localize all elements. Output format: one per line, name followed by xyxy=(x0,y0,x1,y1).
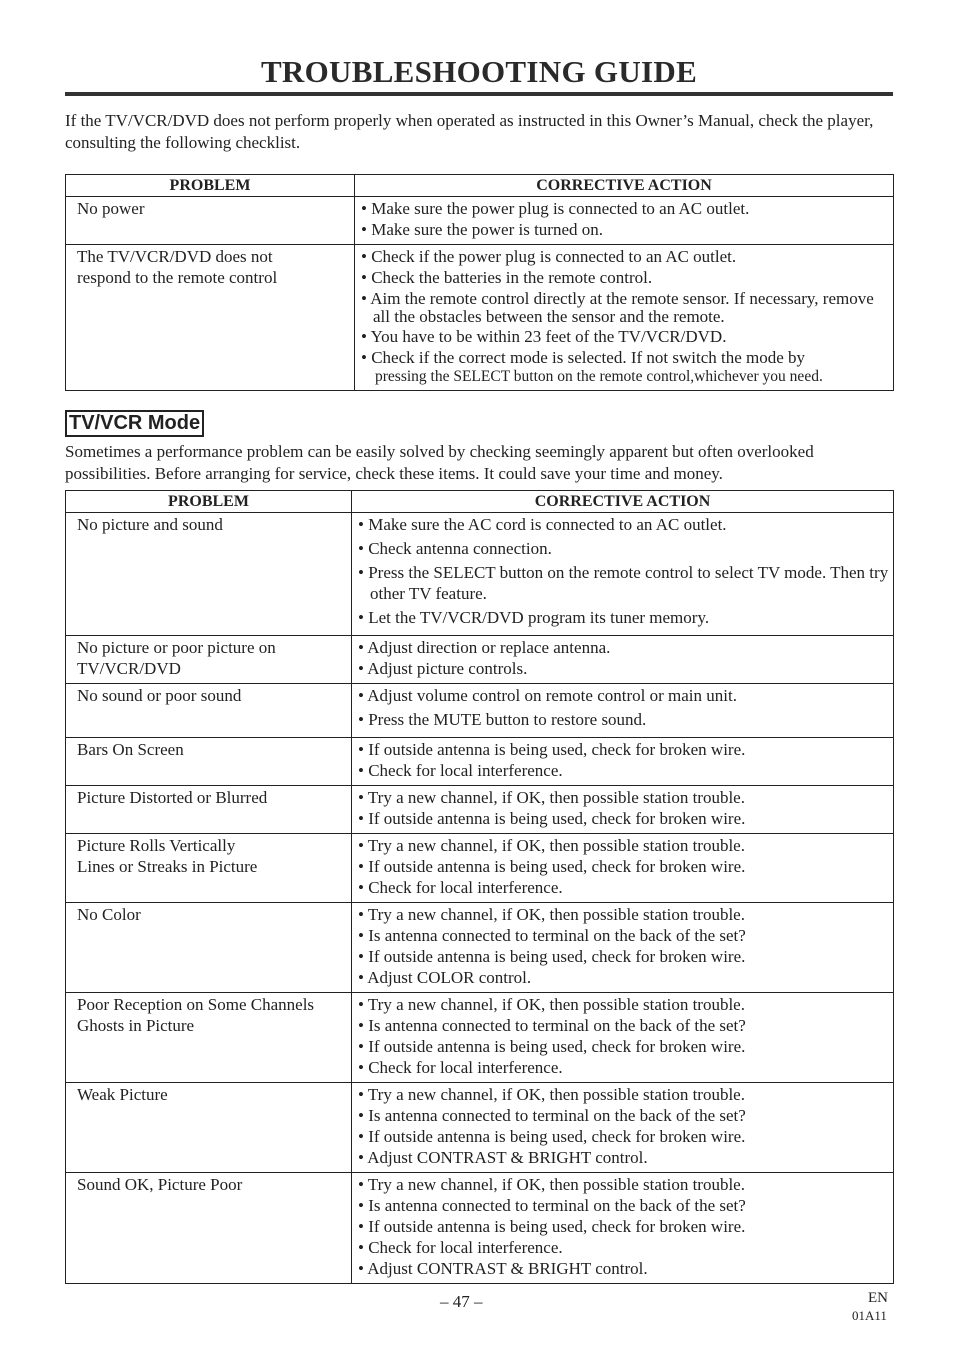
problem-header: PROBLEM xyxy=(66,175,355,197)
action-header: CORRECTIVE ACTION xyxy=(352,491,894,513)
table-row xyxy=(66,245,894,391)
problem-cell: No sound or poor sound xyxy=(66,684,352,738)
action-cell: • Make sure the power plug is connected to an AC outlet. • Make sure the power is turned on. xyxy=(355,197,894,245)
page-title: TROUBLESHOOTING GUIDE xyxy=(260,54,698,89)
action-cell: • Check if the power plug is connected to an AC outlet. • Check the batteries in the remote control. • Aim the remote control directly at the remote sensor. If necessary, remove all the obstacles between the sensor and the remote. • You have to be within 23 feet of the TV/VCR/DVD. • Check if the correct mode is selected. If not switch the mode by pressing the SELECT button on the remote control,whichever you need. xyxy=(355,245,894,391)
table-row xyxy=(66,786,894,834)
problem-cell: Bars On Screen xyxy=(66,738,352,786)
section-title-tv-vcr-mode: TV/VCR Mode xyxy=(65,410,204,437)
intro-paragraph: If the TV/VCR/DVD does not perform properly when operated as instructed in this Owner’s Manual, check the player, consulting the following checklist. xyxy=(65,111,874,152)
problem-cell: Poor Reception on Some Channels Ghosts in Picture xyxy=(66,993,352,1083)
action-cell: • Try a new channel, if OK, then possible station trouble. • Is antenna connected to terminal on the back of the set? • If outside antenna is being used, check for broken wire. • Check for local interference. xyxy=(352,993,894,1083)
table-row xyxy=(66,1083,894,1173)
table-row xyxy=(66,834,894,903)
table-row xyxy=(66,636,894,684)
table-row xyxy=(66,1173,894,1284)
language-code: EN xyxy=(868,1290,888,1306)
action-cell: • Adjust direction or replace antenna. • Adjust picture controls. xyxy=(352,636,894,684)
action-header: CORRECTIVE ACTION xyxy=(355,175,894,197)
problem-cell: The TV/VCR/DVD does not respond to the remote control xyxy=(66,245,355,391)
table-row xyxy=(66,197,894,245)
action-cell: • Try a new channel, if OK, then possible station trouble. • Is antenna connected to terminal on the back of the set? • If outside antenna is being used, check for broken wire. • Adjust CONTRAST & BRIGHT control. xyxy=(352,1083,894,1173)
problem-cell: Sound OK, Picture Poor xyxy=(66,1173,352,1284)
table-row xyxy=(66,684,894,738)
page-number: – 47 – xyxy=(440,1292,483,1311)
table-row xyxy=(66,903,894,993)
table-row xyxy=(66,513,894,636)
problem-cell: No Color xyxy=(66,903,352,993)
problem-cell: Weak Picture xyxy=(66,1083,352,1173)
title-underline xyxy=(65,92,893,96)
document-code: 01A11 xyxy=(852,1308,887,1323)
problem-header: PROBLEM xyxy=(66,491,352,513)
problem-cell: No power xyxy=(66,197,355,245)
action-cell: • Adjust volume control on remote control or main unit. • Press the MUTE button to restore sound. xyxy=(352,684,894,738)
tv-vcr-troubleshooting-table xyxy=(65,490,894,1284)
general-troubleshooting-table xyxy=(65,174,894,391)
action-cell: • Make sure the AC cord is connected to an AC outlet. • Check antenna connection. • Press the SELECT button on the remote control to select TV mode. Then try other TV feature. • Let the TV/VCR/DVD program its tuner memory. xyxy=(352,513,894,636)
problem-cell: Picture Distorted or Blurred xyxy=(66,786,352,834)
action-cell: • If outside antenna is being used, check for broken wire. • Check for local interference. xyxy=(352,738,894,786)
action-cell: • Try a new channel, if OK, then possible station trouble. • Is antenna connected to terminal on the back of the set? • If outside antenna is being used, check for broken wire. • Check for local interference. • Adjust CONTRAST & BRIGHT control. xyxy=(352,1173,894,1284)
problem-cell: No picture and sound xyxy=(66,513,352,636)
problem-cell: No picture or poor picture on TV/VCR/DVD xyxy=(66,636,352,684)
action-cell: • Try a new channel, if OK, then possible station trouble. • Is antenna connected to terminal on the back of the set? • If outside antenna is being used, check for broken wire. • Adjust COLOR control. xyxy=(352,903,894,993)
action-cell: • Try a new channel, if OK, then possible station trouble. • If outside antenna is being used, check for broken wire. xyxy=(352,786,894,834)
problem-cell: Picture Rolls Vertically Lines or Streaks in Picture xyxy=(66,834,352,903)
table-row xyxy=(66,993,894,1083)
section-intro-paragraph: Sometimes a performance problem can be easily solved by checking seemingly apparent but often overlooked possibilities. Before arranging for service, check these items. It could save your time and money. xyxy=(65,442,814,483)
action-cell: • Try a new channel, if OK, then possible station trouble. • If outside antenna is being used, check for broken wire. • Check for local interference. xyxy=(352,834,894,903)
table-row xyxy=(66,738,894,786)
